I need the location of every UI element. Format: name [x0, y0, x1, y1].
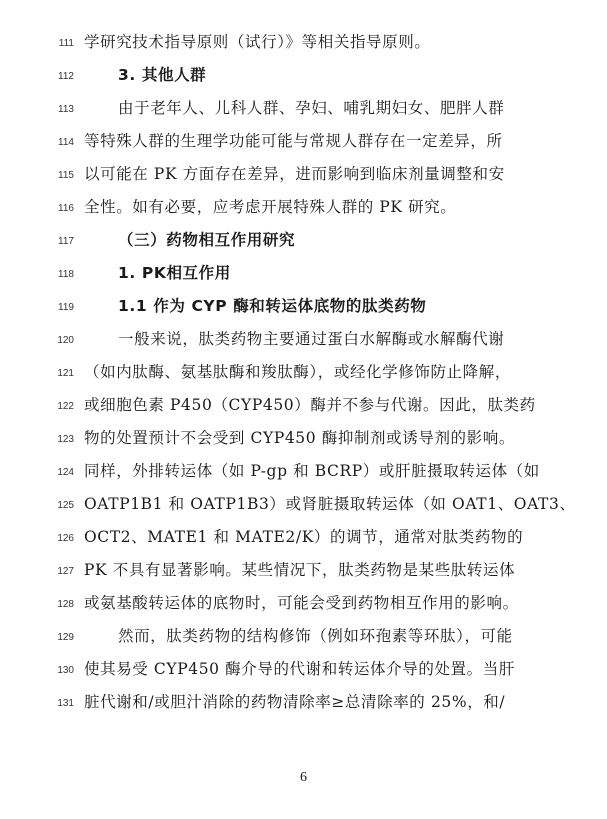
line-text: 学研究技术指导原则（试行）》等相关指导原则。: [84, 33, 431, 51]
line-number: 118: [58, 269, 74, 280]
line-number: 114: [58, 137, 74, 148]
line-number: 125: [57, 500, 74, 511]
line-text: 以可能在 PK 方面存在差异，进而影响到临床剂量调整和安: [84, 165, 505, 183]
line-number: 111: [58, 38, 74, 49]
text-line: [0, 357, 607, 390]
line-text: （如内肽酶、氨基肽酶和羧肽酶），或经化学修饰防止降解，: [84, 363, 511, 381]
line-text: 然而，肽类药物的结构修饰（例如环孢素等环肽），可能: [118, 627, 513, 645]
text-line: [0, 456, 607, 489]
text-line: [0, 588, 607, 621]
line-number: 120: [57, 335, 74, 346]
line-number: 127: [57, 566, 74, 577]
section-heading: 1. PK相互作用: [118, 264, 231, 282]
text-line: [0, 489, 607, 522]
text-line: [0, 390, 607, 423]
text-line: [0, 159, 607, 192]
line-number: 113: [58, 104, 74, 115]
line-text: 使其易受 CYP450 酶介导的代谢和转运体介导的处置。当肝: [84, 660, 515, 678]
text-line: [0, 93, 607, 126]
line-text: PK 不具有显著影响。某些情况下，肽类药物是某些肽转运体: [84, 561, 516, 579]
line-text: 同样，外排转运体（如 P-gp 和 BCRP）或肝脏摄取转运体（如: [84, 462, 540, 480]
line-number: 116: [58, 203, 74, 214]
line-text: 由于老年人、儿科人群、孕妇、哺乳期妇女、肥胖人群: [118, 99, 505, 117]
text-line: [0, 192, 607, 225]
text-line: [0, 555, 607, 588]
text-line: [0, 27, 607, 60]
line-number: 129: [57, 632, 74, 643]
section-heading: （三）药物相互作用研究: [118, 231, 296, 249]
text-line: [0, 687, 607, 720]
line-text: 或氨基酸转运体的底物时，可能会受到药物相互作用的影响。: [84, 594, 519, 612]
line-number: 124: [57, 467, 74, 478]
line-text: 物的处置预计不会受到 CYP450 酶抑制剂或诱导剂的影响。: [84, 429, 515, 447]
line-number: 117: [58, 236, 74, 247]
line-text: 或细胞色素 P450（CYP450）酶并不参与代谢。因此，肽类药: [84, 396, 536, 414]
line-number: 123: [57, 434, 74, 445]
line-number: 115: [58, 170, 74, 181]
line-text: 脏代谢和/或胆汁消除的药物清除率≥总清除率的 25%，和/: [84, 693, 506, 711]
text-line: [0, 258, 607, 291]
line-number: 119: [58, 302, 74, 313]
line-number: 131: [57, 698, 74, 709]
section-heading: 3. 其他人群: [118, 66, 207, 84]
line-text: 等特殊人群的生理学功能可能与常规人群存在一定差异，所: [84, 132, 503, 150]
line-text: OCT2、MATE1 和 MATE2/K）的调节，通常对肽类药物的: [84, 528, 524, 546]
text-line: [0, 126, 607, 159]
text-line: [0, 291, 607, 324]
line-number: 122: [57, 401, 74, 412]
text-line: [0, 522, 607, 555]
line-number: 112: [58, 71, 74, 82]
line-text: 一般来说，肽类药物主要通过蛋白水解酶或水解酶代谢: [118, 330, 505, 348]
section-heading: 1.1 作为 CYP 酶和转运体底物的肽类药物: [118, 297, 427, 315]
line-number: 128: [57, 599, 74, 610]
text-line: [0, 423, 607, 456]
line-text: OATP1B1 和 OATP1B3）或肾脏摄取转运体（如 OAT1、OAT3、: [84, 495, 576, 513]
text-line: [0, 225, 607, 258]
line-number: 130: [57, 665, 74, 676]
line-number: 126: [57, 533, 74, 544]
text-line: [0, 60, 607, 93]
line-text: 全性。如有必要，应考虑开展特殊人群的 PK 研究。: [84, 198, 457, 216]
text-line: [0, 324, 607, 357]
page-number: 6: [300, 770, 307, 785]
text-line: [0, 654, 607, 687]
text-line: [0, 621, 607, 654]
line-number: 121: [57, 368, 74, 379]
